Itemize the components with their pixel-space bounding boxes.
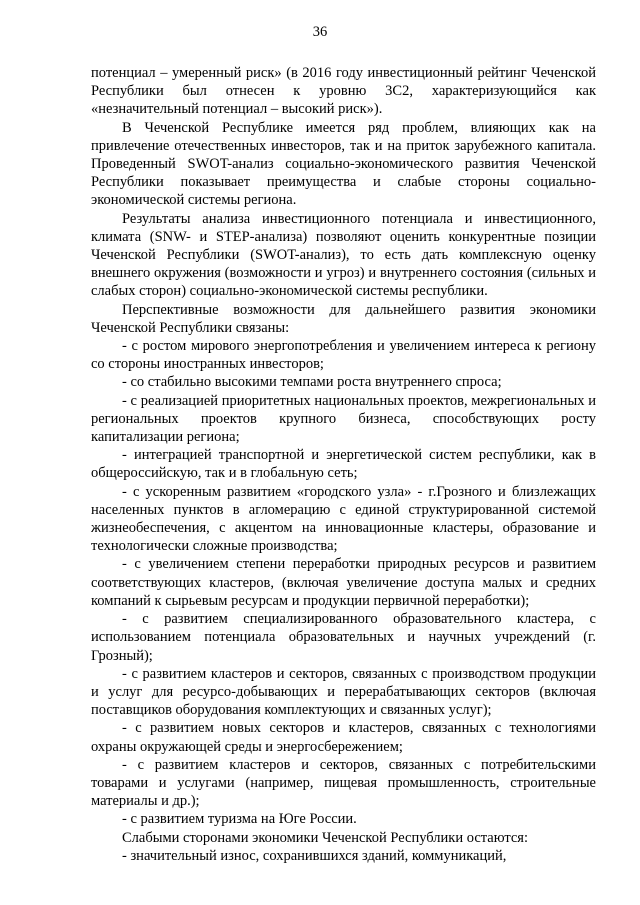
page-number: 36 xyxy=(312,24,328,40)
list-item: - с развитием специализированного образовательного кластера, с использованием потенциала образовательных и научных учреждений (г. Грозный); xyxy=(91,611,596,664)
list-item: - с увеличением степени переработки природных ресурсов и развитием соответствующих кластеров, (включая увеличение доступа малых и средних компаний к сырьевым ресурсам и продукции первичной переработки); xyxy=(91,556,596,609)
list-item: - с развитием туризма на Юге России. xyxy=(122,811,357,828)
paragraph-continuation: потенциал – умеренный риск» (в 2016 году инвестиционный рейтинг Чеченской Республики был отнесен к уровню 3С2, характеризующийся как «незначительный потенциал – высокий риск»). xyxy=(91,65,596,118)
paragraph-opportunities-intro: Перспективные возможности для дальнейшего развития экономики Чеченской Республики связаны: xyxy=(91,301,596,336)
list-item: - с развитием новых секторов и кластеров, связанных с технологиями охраны окружающей среды и энергосбережением; xyxy=(91,720,596,755)
paragraph-analysis-results: Результаты анализа инвестиционного потенциала и инвестиционного, климата (SNW- и STEP-анализа) позволяют оценить конкурентные позиции Чеченской Республики (SWOT-анализ), то есть дать комплексную оценку внешнего окружения (возможности и угроз) и внутреннего состояния (сильных и слабых сторон) социально-экономической системы республики. xyxy=(91,210,596,300)
paragraph-problems: В Чеченской Республике имеется ряд проблем, влияющих как на привлечение отечественных инвесторов, так и на приток зарубежного капитала. Проведенный SWOT-анализ социально-экономического развития Чеченской Республики показывает преимущества и слабые стороны социально-экономической системы региона. xyxy=(91,119,596,209)
list-item: - с ростом мирового энергопотребления и увеличением интереса к региону со стороны иностранных инвесторов; xyxy=(91,338,596,373)
body-text xyxy=(91,64,596,865)
list-item: - с ускоренным развитием «городского узла» - г.Грозного и близлежащих населенных пунктов в агломерацию с единой структурированной системой жизнеобеспечения, с акцентом на инновационные кластеры, образование и технологически сложные производства; xyxy=(91,483,596,555)
list-item: - с реализацией приоритетных национальных проектов, межрегиональных и региональных проектов крупного бизнеса, способствующих росту капитализации региона; xyxy=(91,392,596,446)
paragraph-weaknesses-intro: Слабыми сторонами экономики Чеченской Республики остаются: xyxy=(122,829,529,846)
list-item: - значительный износ, сохранившихся зданий, коммуникаций, xyxy=(122,847,507,864)
list-item: - интеграцией транспортной и энергетической систем республики, как в общероссийскую, так и в глобальную сеть; xyxy=(91,447,596,482)
list-item: - с развитием кластеров и секторов, связанных с потребительскими товарами и услугами (например, пищевая промышленность, строительные материалы и др.); xyxy=(91,756,596,810)
list-item: - со стабильно высокими темпами роста внутреннего спроса; xyxy=(122,374,502,391)
list-item: - с развитием кластеров и секторов, связанных с производством продукции и услуг для ресурсо-добывающих и перерабатывающих секторов (включая поставщиков оборудования комплектующих и связанных услуг); xyxy=(91,665,596,719)
